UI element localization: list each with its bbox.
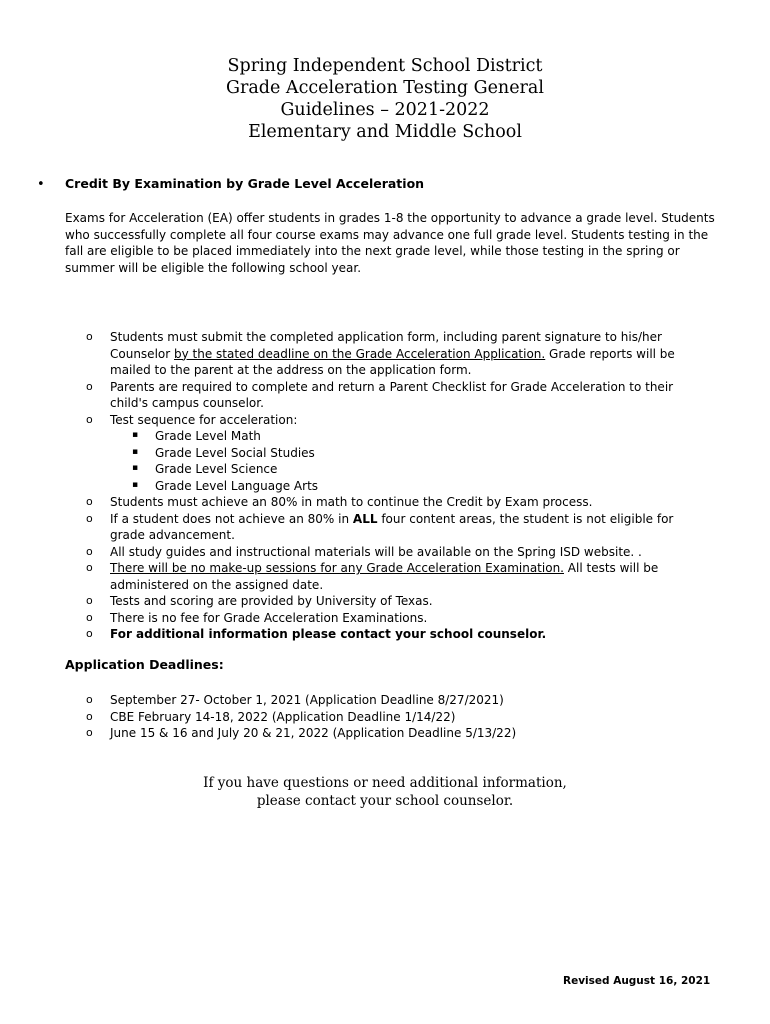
guidelines-list <box>0 329 770 643</box>
title-line-4: Elementary and Middle School <box>248 122 522 142</box>
square-bullet-icon: ▪ <box>132 446 139 457</box>
deadline-text: CBE February 14-18, 2022 (Application Deadline 1/14/22) <box>110 709 456 724</box>
item-text: All tests will be administered on the assigned date. <box>110 561 659 592</box>
sub-list-item <box>0 461 770 478</box>
square-bullet-icon: ▪ <box>132 463 139 473</box>
item-text: If a student does not achieve an 80% in <box>110 511 353 526</box>
list-marker: o <box>86 610 93 624</box>
item-text: Grade reports will be mailed to the parent at the address on the application form. <box>110 346 675 377</box>
deadline-item <box>0 692 710 709</box>
sub-list-item <box>0 445 770 462</box>
sub-list-item <box>0 478 770 495</box>
item-text: Parents are required to complete and return a Parent Checklist for Grade Acceleration to their child's campus counselor. <box>110 379 674 410</box>
list-item <box>0 610 710 627</box>
list-marker: o <box>86 627 93 640</box>
closing-note <box>0 774 770 810</box>
list-marker: o <box>86 709 93 723</box>
item-text: All study guides and instructional materials will be available on the Spring ISD website. . <box>110 544 642 559</box>
square-bullet-icon: ▪ <box>132 479 139 490</box>
list-item <box>0 626 710 643</box>
list-marker: o <box>86 330 93 343</box>
closing-line-1: If you have questions or need additional information, <box>203 775 567 791</box>
sub-list-item <box>0 428 770 445</box>
list-marker: o <box>86 412 93 426</box>
list-item <box>0 379 710 412</box>
list-marker: o <box>86 495 93 508</box>
item-bold-text: ALL <box>352 511 378 526</box>
list-item <box>0 593 710 610</box>
title-line-1: Spring Independent School District <box>227 56 543 76</box>
list-marker: o <box>86 594 93 607</box>
item-bold-text: For additional information please contact your school counselor. <box>110 627 547 641</box>
sub-item-text: Grade Level Science <box>155 462 278 476</box>
item-underlined-text: by the stated deadline on the Grade Acceleration Application. <box>174 346 546 361</box>
revised-date: Revised August 16, 2021 <box>563 975 711 987</box>
item-text: Test sequence for acceleration: <box>110 412 298 427</box>
list-item <box>0 544 710 561</box>
title-line-2: Grade Acceleration Testing General <box>226 78 544 98</box>
list-item <box>0 560 710 593</box>
deadline-item <box>0 709 710 726</box>
list-item <box>0 412 710 429</box>
list-marker: o <box>86 726 93 739</box>
sub-item-text: Grade Level Social Studies <box>155 445 315 460</box>
list-item <box>0 494 710 511</box>
section-bullet: • <box>37 177 45 192</box>
list-marker: o <box>86 544 93 558</box>
list-item <box>0 511 710 544</box>
list-marker: o <box>86 561 93 574</box>
section-heading: Credit By Examination by Grade Level Acceleration <box>65 176 425 191</box>
intro-paragraph: Exams for Acceleration (EA) offer students in grades 1-8 the opportunity to advance a grade level. Students who successfully complete all four course exams may advance one full grade level. Students testing in the fall are eligible to be placed immediately into the next grade level, while those testing in the spring or summer will be eligible the following school year. <box>65 211 715 275</box>
item-text: four content areas, the student is not eligible for grade advancement. <box>110 511 674 542</box>
deadline-text: September 27- October 1, 2021 (Application Deadline 8/27/2021) <box>110 693 504 707</box>
item-text: Students must achieve an 80% in math to continue the Credit by Exam process. <box>110 495 593 509</box>
list-marker: o <box>86 693 93 706</box>
item-text: Students must submit the completed application form, including parent signature to his/her Counselor <box>110 330 662 361</box>
item-underlined-text: There will be no make-up sessions for any Grade Acceleration Examination. <box>110 561 564 575</box>
title-line-3: Guidelines – 2021-2022 <box>280 100 490 120</box>
list-marker: o <box>86 379 93 393</box>
closing-line-2: please contact your school counselor. <box>256 793 514 809</box>
deadline-text: June 15 & 16 and July 20 & 21, 2022 (Application Deadline 5/13/22) <box>110 726 517 740</box>
item-text: Tests and scoring are provided by University of Texas. <box>110 594 433 608</box>
sub-item-text: Grade Level Language Arts <box>155 478 319 493</box>
square-bullet-icon: ▪ <box>132 430 139 440</box>
deadlines-list <box>0 692 770 742</box>
deadline-item <box>0 725 710 742</box>
list-marker: o <box>86 511 93 525</box>
document-title <box>0 55 770 143</box>
list-item <box>0 329 710 379</box>
deadlines-heading: Application Deadlines: <box>65 657 224 672</box>
sub-item-text: Grade Level Math <box>155 429 261 443</box>
item-text: There is no fee for Grade Acceleration Examinations. <box>110 610 428 625</box>
